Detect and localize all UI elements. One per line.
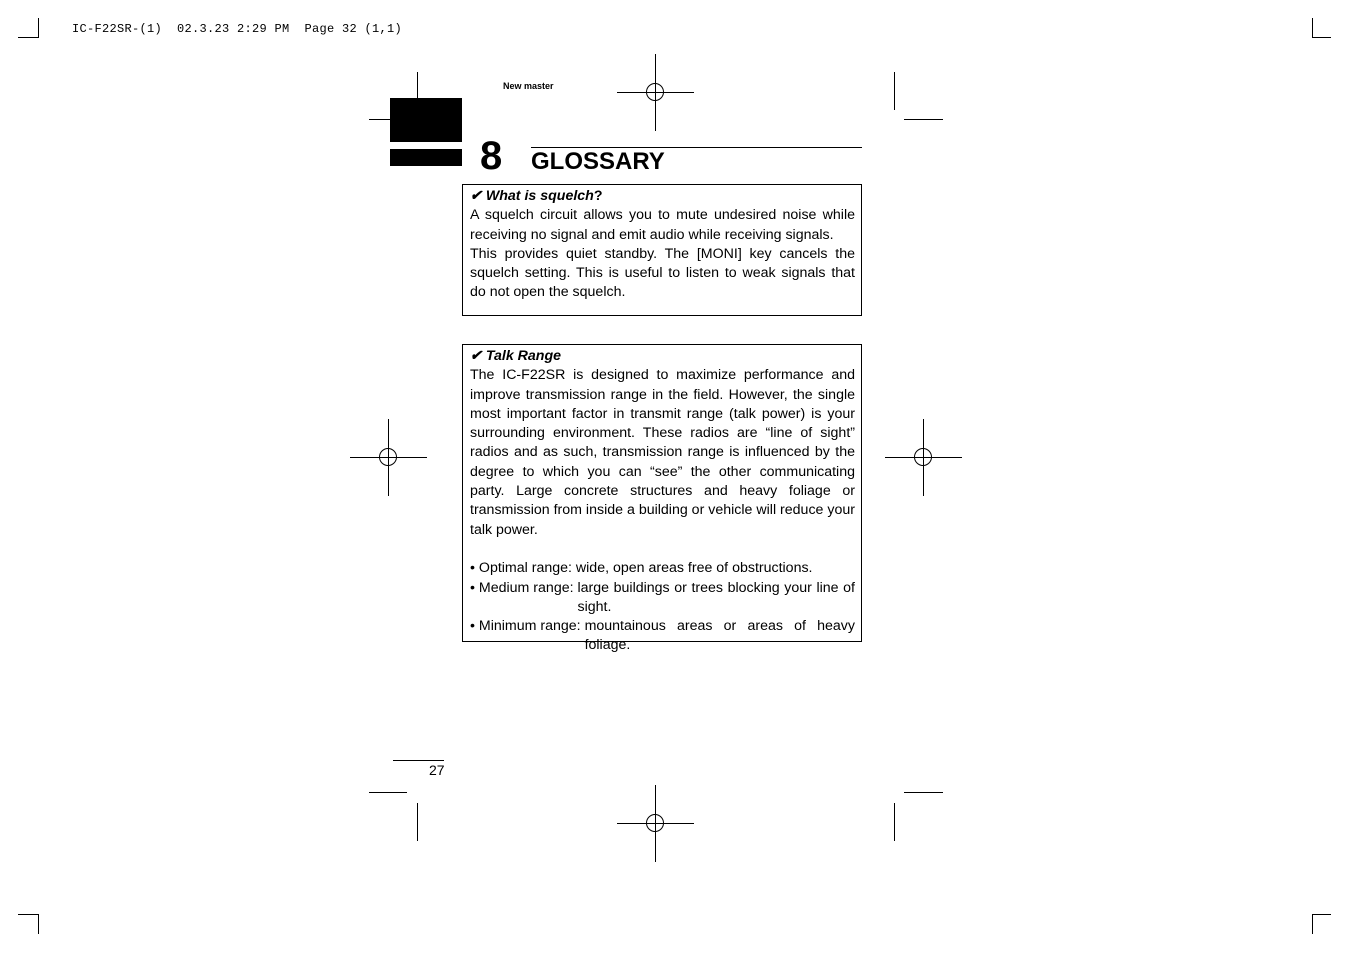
section-paragraph: The IC-F22SR is designed to maximize performance and improve transmission range in the field. However, the single most important factor in transmit range (talk power) is your surrounding environment. These radios are “line of sight” radios and as such, transmission range is influenced by the degree to which you can “see” the other communicating party. Large concrete structures and heavy foliage or transmission from inside a building or vehicle will reduce your talk power. [470,367,855,538]
page-number: 27 [429,762,445,778]
chapter-tab-bar [390,149,462,166]
chapter-number: 8 [480,134,503,178]
list-item: • Medium range: large buildings or trees blocking your line of sight. [470,579,855,615]
section-paragraph: A squelch circuit allows you to mute undesired noise while receiving no signal and emit audio while receiving signals. [470,207,855,243]
page-number-rule [393,760,444,761]
list-item: • Minimum range: mountainous areas or areas of heavy foliage. [470,618,855,654]
print-slug: IC-F22SR-(1) 02.3.23 2:29 PM Page 32 (1,1) [72,22,403,36]
check-icon: ✔ [470,348,482,364]
check-icon: ✔ [470,188,482,204]
master-label: New master [503,81,554,91]
section-paragraph: This provides quiet standby. The [MONI] key cancels the squelch setting. This is useful to listen to weak signals that do not open the squelch. [470,245,855,301]
list-item: • Optimal range: wide, open areas free of obstructions. [470,560,813,577]
section-heading: ✔ Talk Range [470,348,562,364]
chapter-title: GLOSSARY [531,148,665,175]
chapter-tab [390,98,462,142]
glossary-section-talk-range [462,344,862,654]
glossary-section-squelch [462,184,862,316]
section-heading: ✔ What is squelch? [470,188,603,204]
